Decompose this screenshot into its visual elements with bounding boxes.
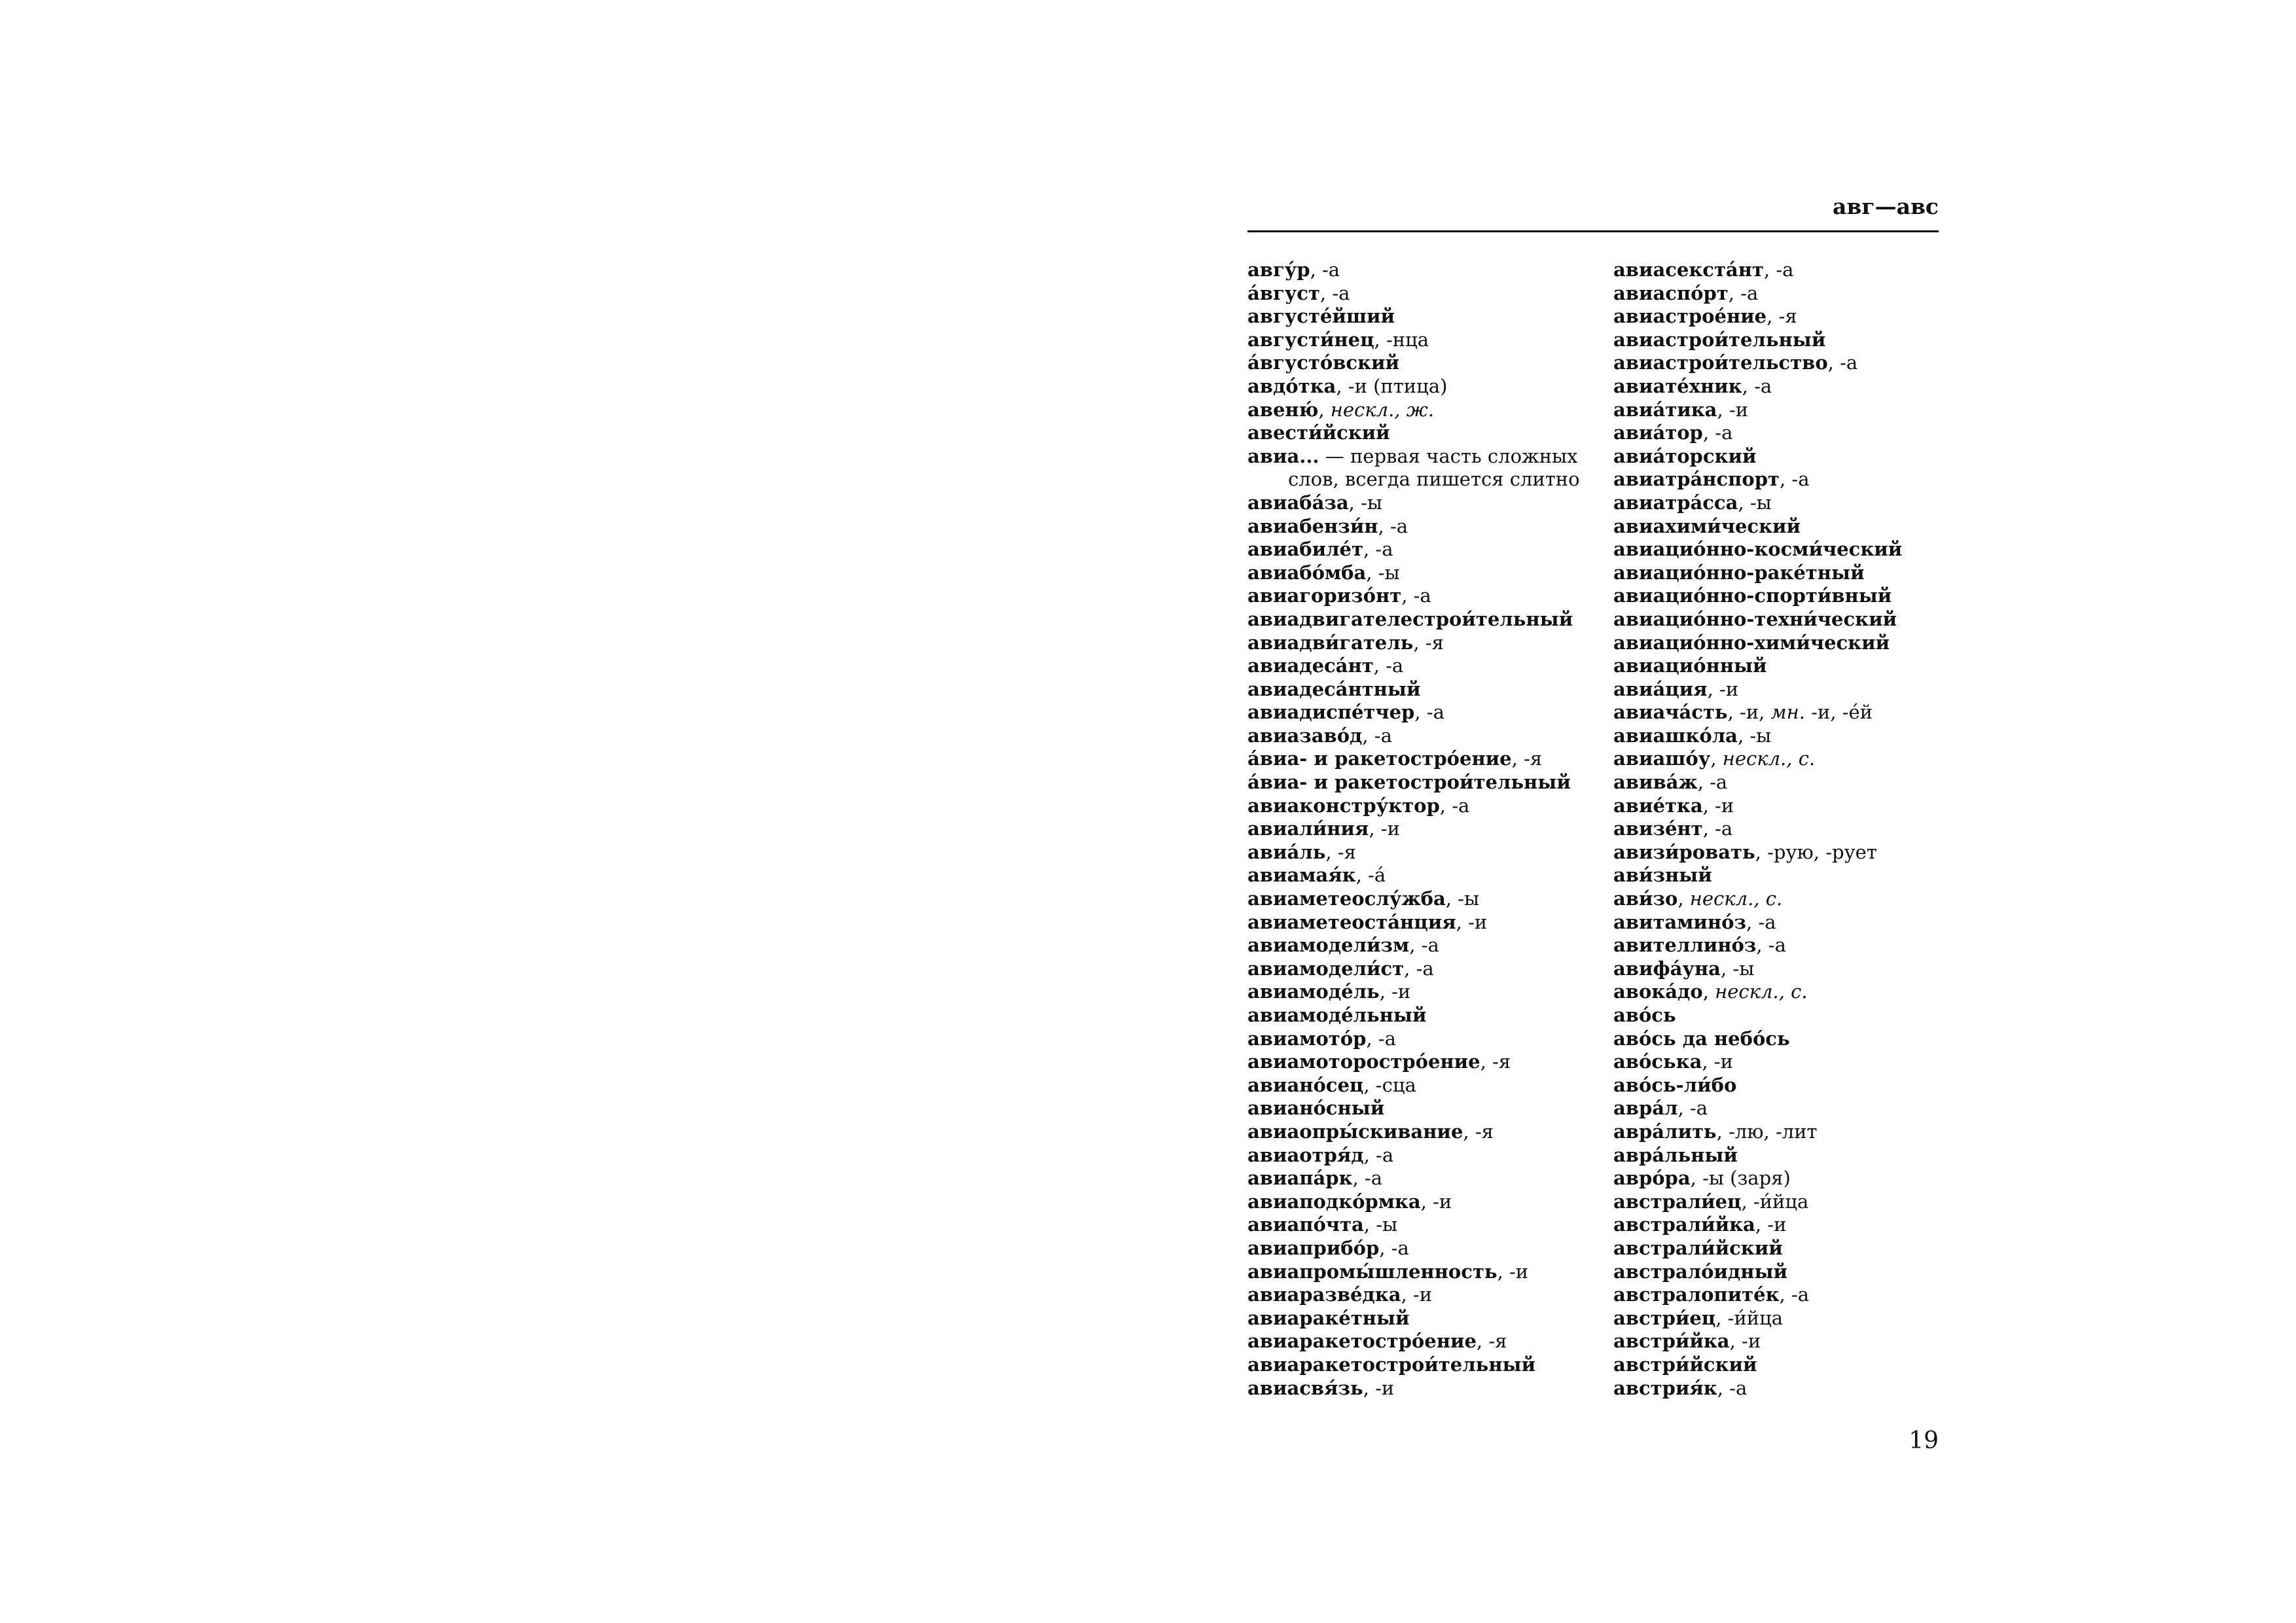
entry-headword: авие́тка xyxy=(1613,794,1703,817)
dictionary-entry xyxy=(1247,887,1604,911)
entry-headword: авиамото́р xyxy=(1247,1027,1367,1050)
dictionary-entry xyxy=(1613,1144,1970,1168)
entry-headword: авиабиле́т xyxy=(1247,538,1363,561)
entry-grammar: — первая часть сложных xyxy=(1319,444,1578,467)
entry-headword: авиаспо́рт xyxy=(1613,281,1729,304)
entry-grammar: , -а xyxy=(1702,421,1733,444)
entry-grammar: , -а xyxy=(1756,934,1786,957)
entry-grammar: слов, всегда пишется слитно xyxy=(1288,468,1580,491)
entry-grammar: , -и́йца xyxy=(1715,1306,1784,1329)
dictionary-entry xyxy=(1613,1027,1970,1051)
entry-headword: авиастрои́тельный xyxy=(1613,328,1826,351)
dictionary-entry xyxy=(1247,632,1604,655)
entry-grammar: , -ы (заря) xyxy=(1690,1167,1791,1190)
dictionary-entry xyxy=(1247,817,1604,841)
dictionary-entry xyxy=(1247,864,1604,887)
dictionary-entry xyxy=(1613,817,1970,841)
entry-grammar: , -а xyxy=(1779,468,1810,491)
entry-headword: авиашо́у xyxy=(1613,747,1711,770)
entry-headword: авести́йский xyxy=(1247,421,1390,444)
entry-grammar: , -а xyxy=(1439,794,1470,817)
entry-grammar: , -и xyxy=(1707,677,1739,700)
running-head: авг—авс xyxy=(1833,194,1939,219)
entry-grammar: , -а xyxy=(1362,724,1392,747)
dictionary-entry xyxy=(1247,911,1604,935)
entry-headword: авиаконстру́ктор xyxy=(1247,794,1440,817)
entry-headword: авиа́торский xyxy=(1613,444,1757,467)
entry-headword: авизе́нт xyxy=(1613,817,1703,840)
entry-headword: авиастрои́тельство xyxy=(1613,351,1828,374)
entry-grammar: , -а xyxy=(1409,934,1439,957)
dictionary-entry xyxy=(1613,1283,1970,1307)
entry-grammar: , -а xyxy=(1728,281,1759,304)
entry-headword: а́вгусто́вский xyxy=(1247,351,1400,374)
dictionary-entry xyxy=(1247,1377,1604,1400)
dictionary-entry xyxy=(1247,1330,1604,1353)
entry-grammar: , -а xyxy=(1373,654,1404,677)
entry-headword: авиаразве́дка xyxy=(1247,1283,1401,1306)
entry-grammar: , -а xyxy=(1702,817,1733,840)
entry-grammar: , xyxy=(1677,887,1690,910)
entry-headword: авиано́сец xyxy=(1247,1073,1364,1096)
entry-headword: авро́ра xyxy=(1613,1167,1691,1190)
entry-headword: авиамоде́ль xyxy=(1247,980,1380,1003)
dictionary-entry xyxy=(1613,724,1970,748)
dictionary-entry xyxy=(1613,1377,1970,1400)
entry-headword: авиагоризо́нт xyxy=(1247,584,1402,607)
entry-grammar: , -а́ xyxy=(1355,864,1386,887)
entry-headword: авиаракетостро́ение xyxy=(1247,1330,1477,1353)
entry-headword: авиамоторостро́ение xyxy=(1247,1050,1480,1073)
dictionary-entry xyxy=(1247,329,1604,352)
entry-headword: авиаметеослу́жба xyxy=(1247,887,1446,910)
dictionary-entry xyxy=(1247,957,1604,981)
dictionary-entry xyxy=(1613,794,1970,818)
dictionary-entry xyxy=(1247,515,1604,539)
entry-headword: авиаметеоста́нция xyxy=(1247,910,1456,933)
entry-grammar: , -ы xyxy=(1348,491,1382,514)
entry-headword: австрали́ец xyxy=(1613,1190,1742,1213)
entry-grammar: , -а xyxy=(1310,259,1340,281)
dictionary-entry xyxy=(1613,491,1970,515)
dictionary-entry xyxy=(1613,329,1970,352)
entry-grammar: , -и xyxy=(1755,1213,1787,1236)
entry-grammar: , -и xyxy=(1420,1190,1452,1213)
entry-headword: авиаба́за xyxy=(1247,491,1349,514)
entry-grammar: , -ы xyxy=(1363,1213,1398,1236)
entry-headword: авока́до xyxy=(1613,980,1703,1003)
dictionary-entry xyxy=(1613,1353,1970,1377)
entry-headword: авиадвигателестрои́тельный xyxy=(1247,607,1573,630)
entry-grammar: , -и xyxy=(1369,817,1400,840)
entry-headword: авиахими́ческий xyxy=(1613,514,1801,537)
dictionary-entry xyxy=(1613,1167,1970,1190)
dictionary-entry xyxy=(1247,1027,1604,1051)
dictionary-entry xyxy=(1247,1004,1604,1027)
dictionary-entry xyxy=(1247,584,1604,608)
dictionary-entry xyxy=(1247,1144,1604,1168)
entry-headword: а́виа- и ракетостро́ение xyxy=(1247,747,1512,770)
dictionary-entry xyxy=(1613,1050,1970,1074)
entry-label: нескл., с. xyxy=(1715,980,1808,1003)
entry-headword: авиацио́нно-косми́ческий xyxy=(1613,538,1903,561)
entry-headword: авра́л xyxy=(1613,1097,1678,1120)
dictionary-entry xyxy=(1613,701,1970,724)
entry-headword: авиамодели́зм xyxy=(1247,934,1410,957)
entry-grammar: , -а xyxy=(1363,538,1393,561)
entry-grammar: , -а xyxy=(1401,584,1431,607)
dictionary-entry xyxy=(1247,678,1604,702)
entry-headword: авиамодели́ст xyxy=(1247,957,1405,980)
entry-headword: авиа́тика xyxy=(1613,398,1717,421)
dictionary-entry xyxy=(1613,259,1970,282)
dictionary-entry xyxy=(1247,1190,1604,1214)
dictionary-entry xyxy=(1613,864,1970,887)
entry-headword: авиацио́нно-техни́ческий xyxy=(1613,607,1897,630)
entry-grammar: , -я xyxy=(1463,1120,1494,1143)
dictionary-entry xyxy=(1247,1213,1604,1237)
entry-headword: авиаракетострои́тельный xyxy=(1247,1353,1536,1376)
dictionary-entry xyxy=(1613,421,1970,445)
entry-grammar: , -и xyxy=(1717,398,1749,421)
dictionary-entry xyxy=(1247,445,1604,469)
entry-label: нескл., с. xyxy=(1689,887,1783,910)
entry-headword: авиапромы́шленность xyxy=(1247,1260,1498,1283)
dictionary-entry xyxy=(1613,887,1970,911)
dictionary-entry xyxy=(1613,608,1970,632)
dictionary-entry xyxy=(1613,980,1970,1004)
entry-headword: авдо́тка xyxy=(1247,374,1336,397)
entry-headword: авитамино́з xyxy=(1613,910,1746,933)
entry-label: нескл., с. xyxy=(1722,747,1816,770)
dictionary-entry xyxy=(1613,445,1970,469)
entry-headword: а́виа- и ракетострои́тельный xyxy=(1247,771,1571,794)
dictionary-entry xyxy=(1247,608,1604,632)
dictionary-entry xyxy=(1247,771,1604,794)
entry-grammar: , -я xyxy=(1480,1050,1511,1073)
dictionary-entry xyxy=(1613,515,1970,539)
dictionary-entry xyxy=(1247,421,1604,445)
dictionary-entry xyxy=(1247,491,1604,515)
dictionary-entry xyxy=(1247,1260,1604,1284)
entry-headword: авиацио́нный xyxy=(1613,654,1767,677)
dictionary-entry xyxy=(1613,1074,1970,1097)
entry-headword: ави́зный xyxy=(1613,864,1712,887)
dictionary-entry xyxy=(1247,399,1604,422)
entry-headword: авиацио́нно-раке́тный xyxy=(1613,561,1865,584)
entry-headword: авиазаво́д xyxy=(1247,724,1363,747)
entry-headword: ави́зо xyxy=(1613,887,1678,910)
entry-headword: аво́сь xyxy=(1613,1004,1676,1026)
entry-grammar: , xyxy=(1702,980,1715,1003)
entry-headword: австралопите́к xyxy=(1613,1283,1780,1306)
dictionary-entry xyxy=(1613,654,1970,678)
entry-grammar: , -и xyxy=(1363,1376,1395,1399)
entry-grammar: , -ы xyxy=(1720,957,1755,980)
header-rule xyxy=(1247,230,1939,232)
entry-grammar: , -а xyxy=(1746,910,1776,933)
entry-headword: авиараке́тный xyxy=(1247,1306,1410,1329)
entry-label: нескл., ж. xyxy=(1330,398,1434,421)
entry-grammar: , -лю, -лит xyxy=(1716,1120,1818,1143)
entry-headword: авиапо́чта xyxy=(1247,1213,1364,1236)
dictionary-entry xyxy=(1247,747,1604,771)
entry-headword: авиатра́нспорт xyxy=(1613,468,1780,491)
entry-headword: авиа́тор xyxy=(1613,421,1703,444)
entry-grammar: , -а xyxy=(1697,771,1728,794)
entry-grammar: , -я xyxy=(1476,1330,1507,1353)
dictionary-entry xyxy=(1613,1213,1970,1237)
entry-headword: августи́нец xyxy=(1247,328,1374,351)
entry-grammar: , -нца xyxy=(1374,328,1429,351)
entry-grammar: , -а xyxy=(1379,1236,1409,1259)
entry-grammar: , -а xyxy=(1319,281,1350,304)
entry-headword: авиа́ль xyxy=(1247,840,1326,863)
dictionary-entry xyxy=(1247,562,1604,585)
dictionary-entry xyxy=(1613,632,1970,655)
entry-headword: авителлино́з xyxy=(1613,934,1757,957)
dictionary-entry xyxy=(1613,1190,1970,1214)
entry-grammar: , -а xyxy=(1742,374,1772,397)
entry-grammar: , -а xyxy=(1363,1143,1394,1166)
dictionary-entry xyxy=(1247,305,1604,329)
dictionary-entry xyxy=(1247,1283,1604,1307)
dictionary-entry xyxy=(1613,678,1970,702)
entry-headword: а́вгуст xyxy=(1247,281,1320,304)
dictionary-entry xyxy=(1613,957,1970,981)
entry-headword: авиасвя́зь xyxy=(1247,1376,1363,1399)
dictionary-entry xyxy=(1613,1237,1970,1260)
dictionary-entry xyxy=(1613,375,1970,399)
entry-headword: австри́йский xyxy=(1613,1353,1757,1376)
dictionary-entry xyxy=(1247,1237,1604,1260)
entry-headword: аво́сь да небо́сь xyxy=(1613,1027,1790,1050)
entry-grammar: , -я xyxy=(1325,840,1356,863)
entry-grammar: , -ы xyxy=(1737,724,1772,747)
entry-headword: австри́йка xyxy=(1613,1330,1730,1353)
entry-grammar: , -а xyxy=(1677,1097,1708,1120)
entry-grammar: , -а xyxy=(1352,1167,1383,1190)
dictionary-entry xyxy=(1247,841,1604,865)
entry-headword: австрало́идный xyxy=(1613,1260,1788,1283)
entry-grammar: , -я xyxy=(1511,747,1543,770)
dictionary-entry xyxy=(1613,1004,1970,1027)
dictionary-entry xyxy=(1247,794,1604,818)
entry-headword: авра́лить xyxy=(1613,1120,1717,1143)
entry-continuation xyxy=(1247,468,1604,491)
dictionary-entry xyxy=(1247,1097,1604,1120)
entry-headword: авиаопры́скивание xyxy=(1247,1120,1463,1143)
dictionary-entry xyxy=(1247,282,1604,306)
entry-headword: авиадеса́нтный xyxy=(1247,677,1421,700)
entry-headword: австрия́к xyxy=(1613,1376,1717,1399)
entry-headword: авиадеса́нт xyxy=(1247,654,1374,677)
entry-grammar-tail: -и, -е́й xyxy=(1804,701,1873,724)
entry-grammar: , -а xyxy=(1717,1376,1748,1399)
entry-headword: австрали́йка xyxy=(1613,1213,1755,1236)
entry-headword: авиамая́к xyxy=(1247,864,1356,887)
entry-grammar: , -а xyxy=(1366,1027,1396,1050)
entry-label: мн. xyxy=(1770,701,1805,724)
entry-grammar: , -я xyxy=(1767,305,1797,328)
entry-grammar: , -сца xyxy=(1363,1073,1416,1096)
entry-headword: авиа́ция xyxy=(1613,677,1708,700)
entry-headword: авиадиспе́тчер xyxy=(1247,701,1415,724)
dictionary-entry xyxy=(1613,351,1970,375)
dictionary-entry xyxy=(1613,584,1970,608)
dictionary-entry xyxy=(1247,1074,1604,1097)
dictionary-entry xyxy=(1247,701,1604,724)
entry-grammar: , -а xyxy=(1404,957,1434,980)
dictionary-entry xyxy=(1247,1167,1604,1190)
entry-headword: авиабензи́н xyxy=(1247,514,1378,537)
entry-grammar: , -и xyxy=(1702,1050,1733,1073)
entry-grammar: , -ы xyxy=(1445,887,1480,910)
entry-headword: авиадви́гатель xyxy=(1247,631,1414,654)
dictionary-entry xyxy=(1247,375,1604,399)
dictionary-entry xyxy=(1613,282,1970,306)
entry-headword: авиастрое́ние xyxy=(1613,305,1767,328)
entry-grammar: , -и xyxy=(1401,1283,1433,1306)
entry-grammar: , -а xyxy=(1779,1283,1810,1306)
dictionary-entry xyxy=(1247,654,1604,678)
entry-headword: авиашко́ла xyxy=(1613,724,1738,747)
entry-headword: авгу́р xyxy=(1247,259,1310,281)
dictionary-entry xyxy=(1613,771,1970,794)
dictionary-entry xyxy=(1613,747,1970,771)
dictionary-entry xyxy=(1613,305,1970,329)
entry-headword: авиа... xyxy=(1247,444,1319,467)
entry-headword: авифа́уна xyxy=(1613,957,1721,980)
entry-headword: авиаотря́д xyxy=(1247,1143,1364,1166)
entry-headword: авиацио́нно-хими́ческий xyxy=(1613,631,1890,654)
entry-grammar: , -а xyxy=(1763,259,1794,281)
entry-grammar: , -и xyxy=(1702,794,1734,817)
entry-headword: авиача́сть xyxy=(1613,701,1728,724)
dictionary-entry xyxy=(1613,1307,1970,1330)
dictionary-entry xyxy=(1247,259,1604,282)
entry-headword: авива́ж xyxy=(1613,771,1698,794)
dictionary-entry xyxy=(1247,538,1604,562)
entry-grammar: , -и, xyxy=(1727,701,1771,724)
right-column xyxy=(1613,259,1970,1400)
dictionary-entry xyxy=(1613,911,1970,935)
entry-headword: авеню́ xyxy=(1247,398,1319,421)
dictionary-entry xyxy=(1247,1353,1604,1377)
entry-grammar: , -и xyxy=(1456,910,1488,933)
entry-headword: августе́йший xyxy=(1247,305,1395,328)
entry-grammar: , xyxy=(1710,747,1723,770)
entry-headword: авиали́ния xyxy=(1247,817,1369,840)
dictionary-entry xyxy=(1247,980,1604,1004)
entry-grammar: , -а xyxy=(1827,351,1858,374)
dictionary-entry xyxy=(1247,1120,1604,1144)
entry-headword: авизи́ровать xyxy=(1613,840,1755,863)
entry-grammar: , xyxy=(1318,398,1331,421)
entry-grammar: , -и xyxy=(1379,980,1411,1003)
entry-grammar: , -ы xyxy=(1738,491,1772,514)
dictionary-entry xyxy=(1613,538,1970,562)
entry-headword: авиапа́рк xyxy=(1247,1167,1353,1190)
entry-grammar: , -и (птица) xyxy=(1336,374,1448,397)
entry-grammar: , -а xyxy=(1378,514,1408,537)
entry-headword: австрали́йский xyxy=(1613,1236,1783,1259)
dictionary-entry xyxy=(1613,468,1970,491)
dictionary-entry xyxy=(1247,934,1604,957)
page-number: 19 xyxy=(1909,1427,1939,1454)
entry-headword: авиано́сный xyxy=(1247,1097,1385,1120)
entry-headword: аво́ська xyxy=(1613,1050,1702,1073)
dictionary-entry xyxy=(1613,1330,1970,1353)
entry-grammar: , -рую, -рует xyxy=(1755,840,1877,863)
entry-headword: авиабо́мба xyxy=(1247,561,1367,584)
entry-headword: авиамоде́льный xyxy=(1247,1004,1427,1026)
entry-headword: авиаприбо́р xyxy=(1247,1236,1380,1259)
entry-grammar: , -и́йца xyxy=(1741,1190,1809,1213)
dictionary-entry xyxy=(1613,1120,1970,1144)
entry-grammar: , -я xyxy=(1413,631,1444,654)
dictionary-entry xyxy=(1247,1307,1604,1330)
dictionary-entry xyxy=(1613,562,1970,585)
dictionary-entry xyxy=(1613,934,1970,957)
entry-headword: авиатра́сса xyxy=(1613,491,1738,514)
dictionary-entry xyxy=(1247,724,1604,748)
dictionary-entry xyxy=(1613,1097,1970,1120)
entry-grammar: , -а xyxy=(1414,701,1444,724)
entry-grammar: , -и xyxy=(1497,1260,1529,1283)
entry-headword: австри́ец xyxy=(1613,1306,1716,1329)
entry-grammar: , -ы xyxy=(1366,561,1400,584)
left-column xyxy=(1247,259,1604,1400)
entry-headword: авиаподко́рмка xyxy=(1247,1190,1421,1213)
entry-headword: авиасекста́нт xyxy=(1613,259,1764,281)
dictionary-entry xyxy=(1247,1050,1604,1074)
dictionary-entry xyxy=(1613,1260,1970,1284)
dictionary-entry xyxy=(1247,351,1604,375)
entry-headword: авиацио́нно-спорти́вный xyxy=(1613,584,1892,607)
dictionary-entry xyxy=(1613,399,1970,422)
entry-headword: авиате́хник xyxy=(1613,374,1742,397)
entry-grammar: , -и xyxy=(1729,1330,1761,1353)
entry-headword: авра́льный xyxy=(1613,1143,1738,1166)
dictionary-entry xyxy=(1613,841,1970,865)
entry-headword: аво́сь-ли́бо xyxy=(1613,1073,1737,1096)
